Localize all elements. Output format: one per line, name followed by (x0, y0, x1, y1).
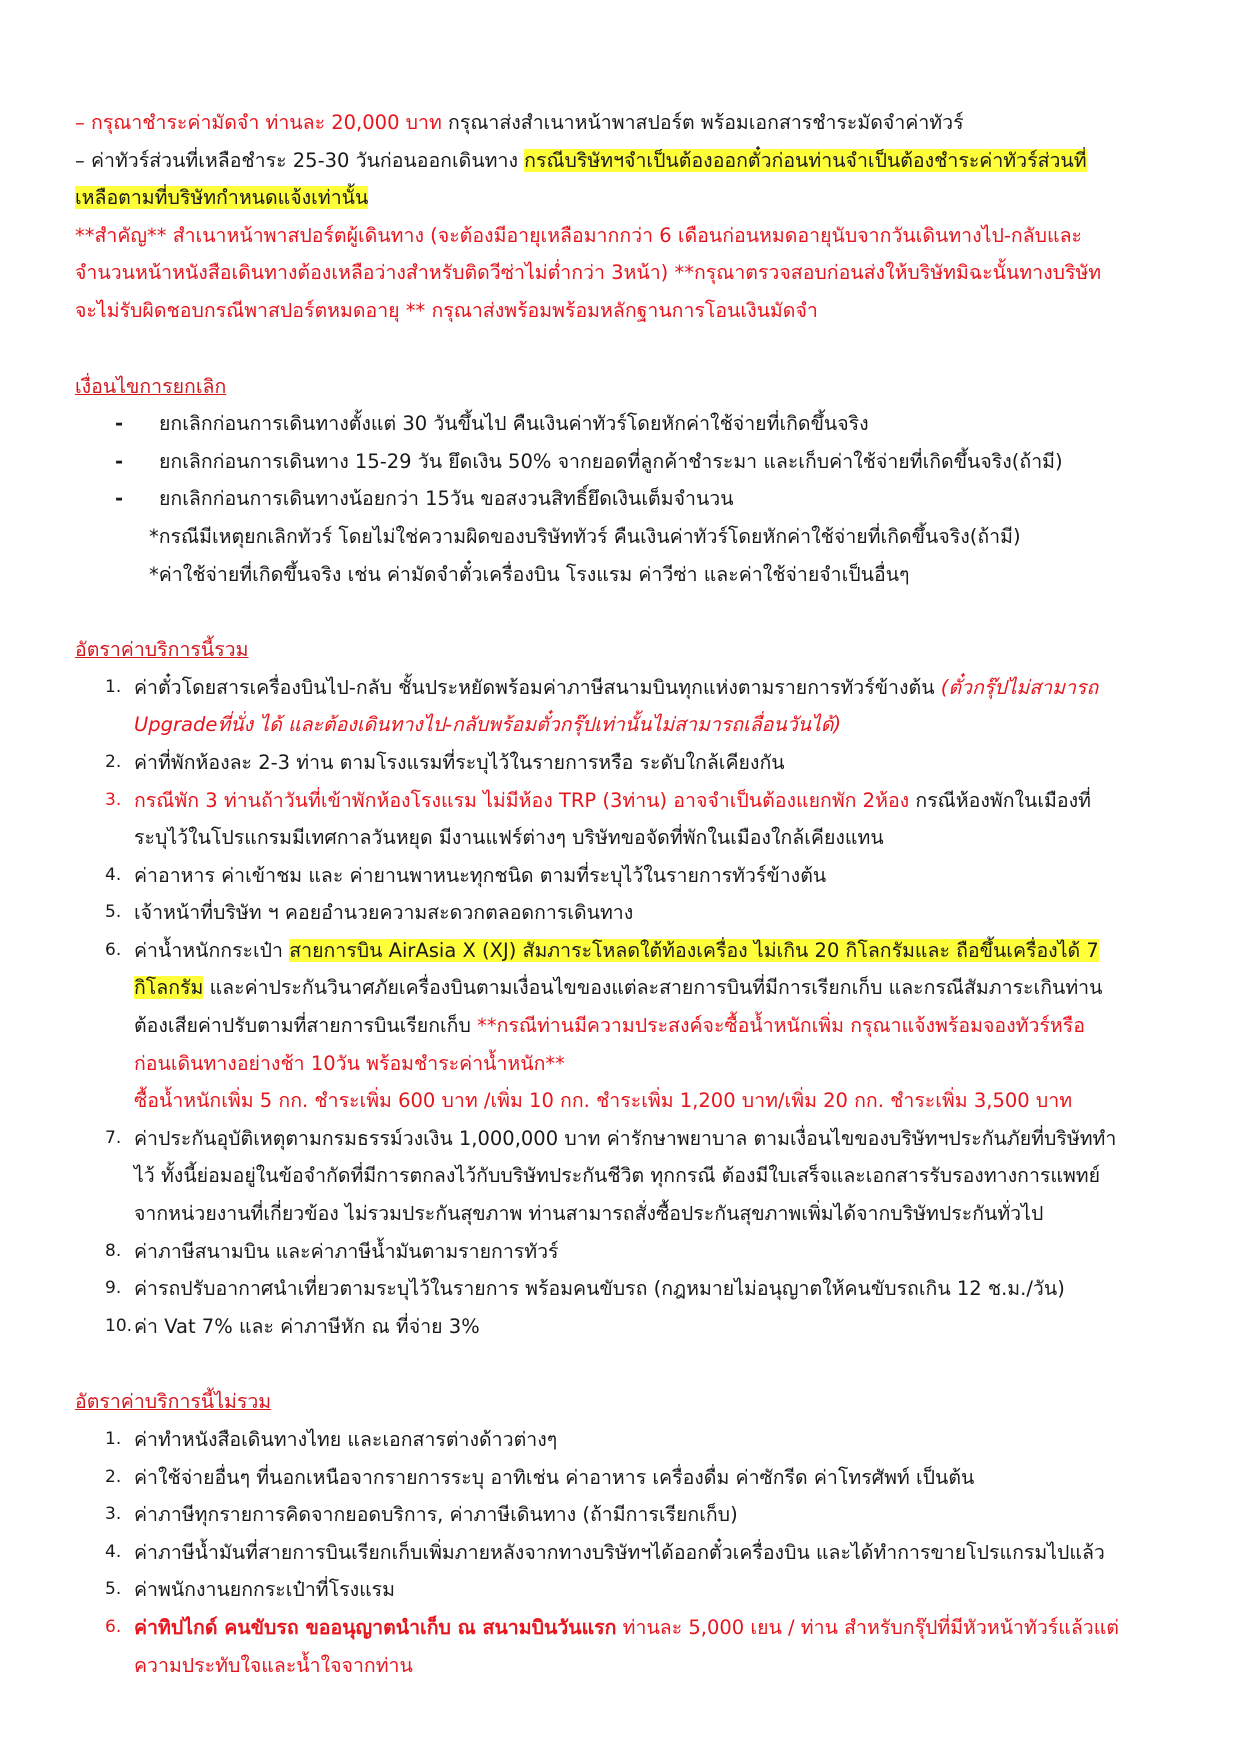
included-item-7-cont: ไว้ ทั้งนี้ย่อมอยู่ในข้อจำกัดที่มีการตกลงไว้กับบริษัทประกันชีวิต ทุกกรณี ต้องมีใบเสร็จและเอกสารรับรองทางการแพทย์ (134, 1164, 1101, 1188)
included-item-10: 10. ค่า Vat 7% และ ค่าภาษีหัก ณ ที่จ่าย 3% (105, 1314, 480, 1338)
excluded-item-4: 4. ค่าภาษีน้ำมันที่สายการบินเรียกเก็บเพิ่มภายหลังจากทางบริษัทฯได้ออกตั๋วเครื่องบิน และได้ทำการขายโปรแกรมไปแล้ว (105, 1540, 1105, 1564)
balance-line-cont: เหลือตามที่บริษัทกำหนดแจ้งเท่านั้น (75, 186, 369, 210)
deposit-line: – กรุณาชำระค่ามัดจำ ท่านละ 20,000 บาท กรุณาส่งสำเนาหน้าพาสปอร์ต พร้อมเอกสารชำระมัดจำค่าทัวร์ (75, 111, 964, 134)
included-item-3-cont: ระบุไว้ในโปรแกรมมีเทศกาลวันหยุด มีงานแฟร์ต่างๆ บริษัทขอจัดที่พักในเมืองใกล้เคียงแทน (134, 826, 884, 850)
important-note-1: **สำคัญ** สำเนาหน้าพาสปอร์ตผู้เดินทาง (จะต้องมีอายุเหลือมากกว่า 6 เดือนก่อนหมดอายุนับจากวันเดินทางไป-กลับและ (75, 223, 1083, 247)
cancel-item: - ยกเลิกก่อนการเดินทางน้อยกว่า 15วัน ขอสงวนสิทธิ์ยึดเงินเต็มจำนวน (115, 487, 734, 511)
cancel-heading: เงื่อนไขการยกเลิก (75, 374, 227, 398)
included-item-4: 4. ค่าอาหาร ค่าเข้าชม และ ค่ายานพาหนะทุกชนิด ตามที่ระบุไว้ในรายการทัวร์ข้างต้น (105, 863, 827, 887)
cancel-note: *กรณีมีเหตุยกเลิกทัวร์ โดยไม่ใช่ความผิดของบริษัททัวร์ คืนเงินค่าทัวร์โดยหักค่าใช้จ่ายที่เกิดขึ้นจริง(ถ้ามี) (149, 524, 1021, 548)
included-item-6-cont: กิโลกรัม และค่าประกันวินาศภัยเครื่องบินตามเงื่อนไขของแต่ละสายการบินที่มีการเรียกเก็บ และกรณีสัมภาระเกินท่าน (134, 976, 1103, 1000)
included-item-1: 1. ค่าตั๋วโดยสารเครื่องบินไป-กลับ ชั้นประหยัดพร้อมค่าภาษีสนามบินทุกแห่งตามรายการทัวร์ข้างต้น (ตั๋วกรุ๊ปไม่สามารถ (105, 675, 1099, 699)
included-item-9: 9. ค่ารถปรับอากาศนำเที่ยวตามระบุไว้ในรายการ พร้อมคนขับรถ (กฎหมายไม่อนุญาตให้คนขับรถเกิน 12 ช.ม./วัน) (105, 1277, 1065, 1301)
important-note-2: จำนวนหน้าหนังสือเดินทางต้องเหลือว่างสำหรับติดวีซ่าไม่ต่ำกว่า 3หน้า) **กรุณาตรวจสอบก่อนส่งให้บริษัทมิฉะนั้นทางบริษัท (75, 261, 1102, 285)
spacer (75, 330, 1160, 368)
included-item-7-cont: จากหน่วยงานที่เกี่ยวข้อง ไม่รวมประกันสุขภาพ ท่านสามารถสั่งซื้อประกันสุขภาพเพิ่มได้จากบริษัทประกันทั่วไป (134, 1202, 1044, 1226)
cancel-item: - ยกเลิกก่อนการเดินทางตั้งแต่ 30 วันขึ้นไป คืนเงินค่าทัวร์โดยหักค่าใช้จ่ายที่เกิดขึ้นจริง (115, 412, 869, 436)
included-item-3: 3. กรณีพัก 3 ท่านถ้าวันที่เข้าพักห้องโรงแรม ไม่มีห้อง TRP (3ท่าน) อาจจำเป็นต้องแยกพัก 2ห้อง กรณีห้องพักในเมืองที่ (105, 788, 1091, 812)
excluded-item-5: 5. ค่าพนักงานยกกระเป๋าที่โรงแรม (105, 1578, 395, 1602)
excluded-item-6-cont: ความประทับใจและน้ำใจจากท่าน (134, 1653, 413, 1677)
included-item-8: 8. ค่าภาษีสนามบิน และค่าภาษีน้ำมันตามรายการทัวร์ (105, 1239, 559, 1263)
included-item-6: 6. ค่าน้ำหนักกระเป๋า สายการบิน AirAsia X (XJ) สัมภาระโหลดใต้ท้องเครื่อง ไม่เกิน 20 กิโลกรัมและ ถือขึ้นเครื่องได้ 7 (105, 938, 1099, 962)
included-item-2: 2. ค่าที่พักห้องละ 2-3 ท่าน ตามโรงแรมที่ระบุไว้ในรายการหรือ ระดับใกล้เคียงกัน (105, 750, 785, 774)
spacer (75, 593, 1160, 631)
excluded-item-1: 1. ค่าทำหนังสือเดินทางไทย และเอกสารต่างด้าวต่างๆ (105, 1428, 558, 1451)
included-item-1-cont: Upgradeที่นั่ง ได้ และต้องเดินทางไป-กลับพร้อมตั๋วกรุ๊ปเท่านั้นไม่สามารถเลื่อนวันได้) (134, 713, 842, 737)
extra-baggage-prices: ซื้อน้ำหนักเพิ่ม 5 กก. ชำระเพิ่ม 600 บาท /เพิ่ม 10 กก. ชำระเพิ่ม 1,200 บาท/เพิ่ม 20 กก. ชำระเพิ่ม 3,500 บาท (134, 1089, 1073, 1113)
cancel-item: - ยกเลิกก่อนการเดินทาง 15-29 วัน ยึดเงิน 50% จากยอดที่ลูกค้าชำระมา และเก็บค่าใช้จ่ายที่เกิดขึ้นจริง(ถ้ามี) (115, 449, 1063, 473)
included-item-7: 7. ค่าประกันอุบัติเหตุตามกรมธรรม์วงเงิน 1,000,000 บาท ค่ารักษาพยาบาล ตามเงื่อนไขของบริษัทฯประกันภัยที่บริษัททำ (105, 1126, 1117, 1150)
spacer (75, 1345, 1160, 1383)
cancel-note: *ค่าใช้จ่ายที่เกิดขึ้นจริง เช่น ค่ามัดจำตั๋วเครื่องบิน โรงแรม ค่าวีซ่า และค่าใช้จ่ายจำเป็นอื่นๆ (149, 562, 910, 586)
included-item-5: 5. เจ้าหน้าที่บริษัท ฯ คอยอำนวยความสะดวกตลอดการเดินทาง (105, 901, 634, 925)
included-item-6-cont: ก่อนเดินทางอย่างช้า 10วัน พร้อมชำระค่าน้ำหนัก** (134, 1051, 565, 1075)
included-item-6-cont: ต้องเสียค่าปรับตามที่สายการบินเรียกเก็บ **กรณีท่านมีความประสงค์จะซื้อน้ำหนักเพิ่ม กรุณาแจ้งพร้อมจองทัวร์หรือ (134, 1014, 1085, 1038)
included-heading: อัตราค่าบริการนี้รวม (75, 638, 249, 662)
excluded-item-6: 6. ค่าทิปไกด์ คนขับรถ ขออนุญาตนำเก็บ ณ สนามบินวันแรก ท่านละ 5,000 เยน / ท่าน สำหรับกรุ๊ปที่มีหัวหน้าทัวร์แล้วแต่ (105, 1615, 1119, 1639)
important-note-3: จะไม่รับผิดชอบกรณีพาสปอร์ตหมดอายุ ** กรุณาส่งพร้อมพร้อมหลักฐานการโอนเงินมัดจำ (75, 298, 818, 322)
excluded-item-3: 3. ค่าภาษีทุกรายการคิดจากยอดบริการ, ค่าภาษีเดินทาง (ถ้ามีการเรียกเก็บ) (105, 1503, 738, 1527)
document-page (75, 104, 1160, 1684)
excluded-item-2: 2. ค่าใช้จ่ายอื่นๆ ที่นอกเหนือจากรายการระบุ อาทิเช่น ค่าอาหาร เครื่องดื่ม ค่าซักรีด ค่าโทรศัพท์ เป็นต้น (105, 1465, 975, 1489)
excluded-heading: อัตราค่าบริการนี้ไม่รวม (75, 1390, 272, 1414)
balance-line: – ค่าทัวร์ส่วนที่เหลือชำระ 25-30 วันก่อนออกเดินทาง กรณีบริษัทฯจำเป็นต้องออกตั๋วก่อนท่านจำเป็นต้องชำระค่าทัวร์ส่วนที่ (75, 148, 1087, 172)
